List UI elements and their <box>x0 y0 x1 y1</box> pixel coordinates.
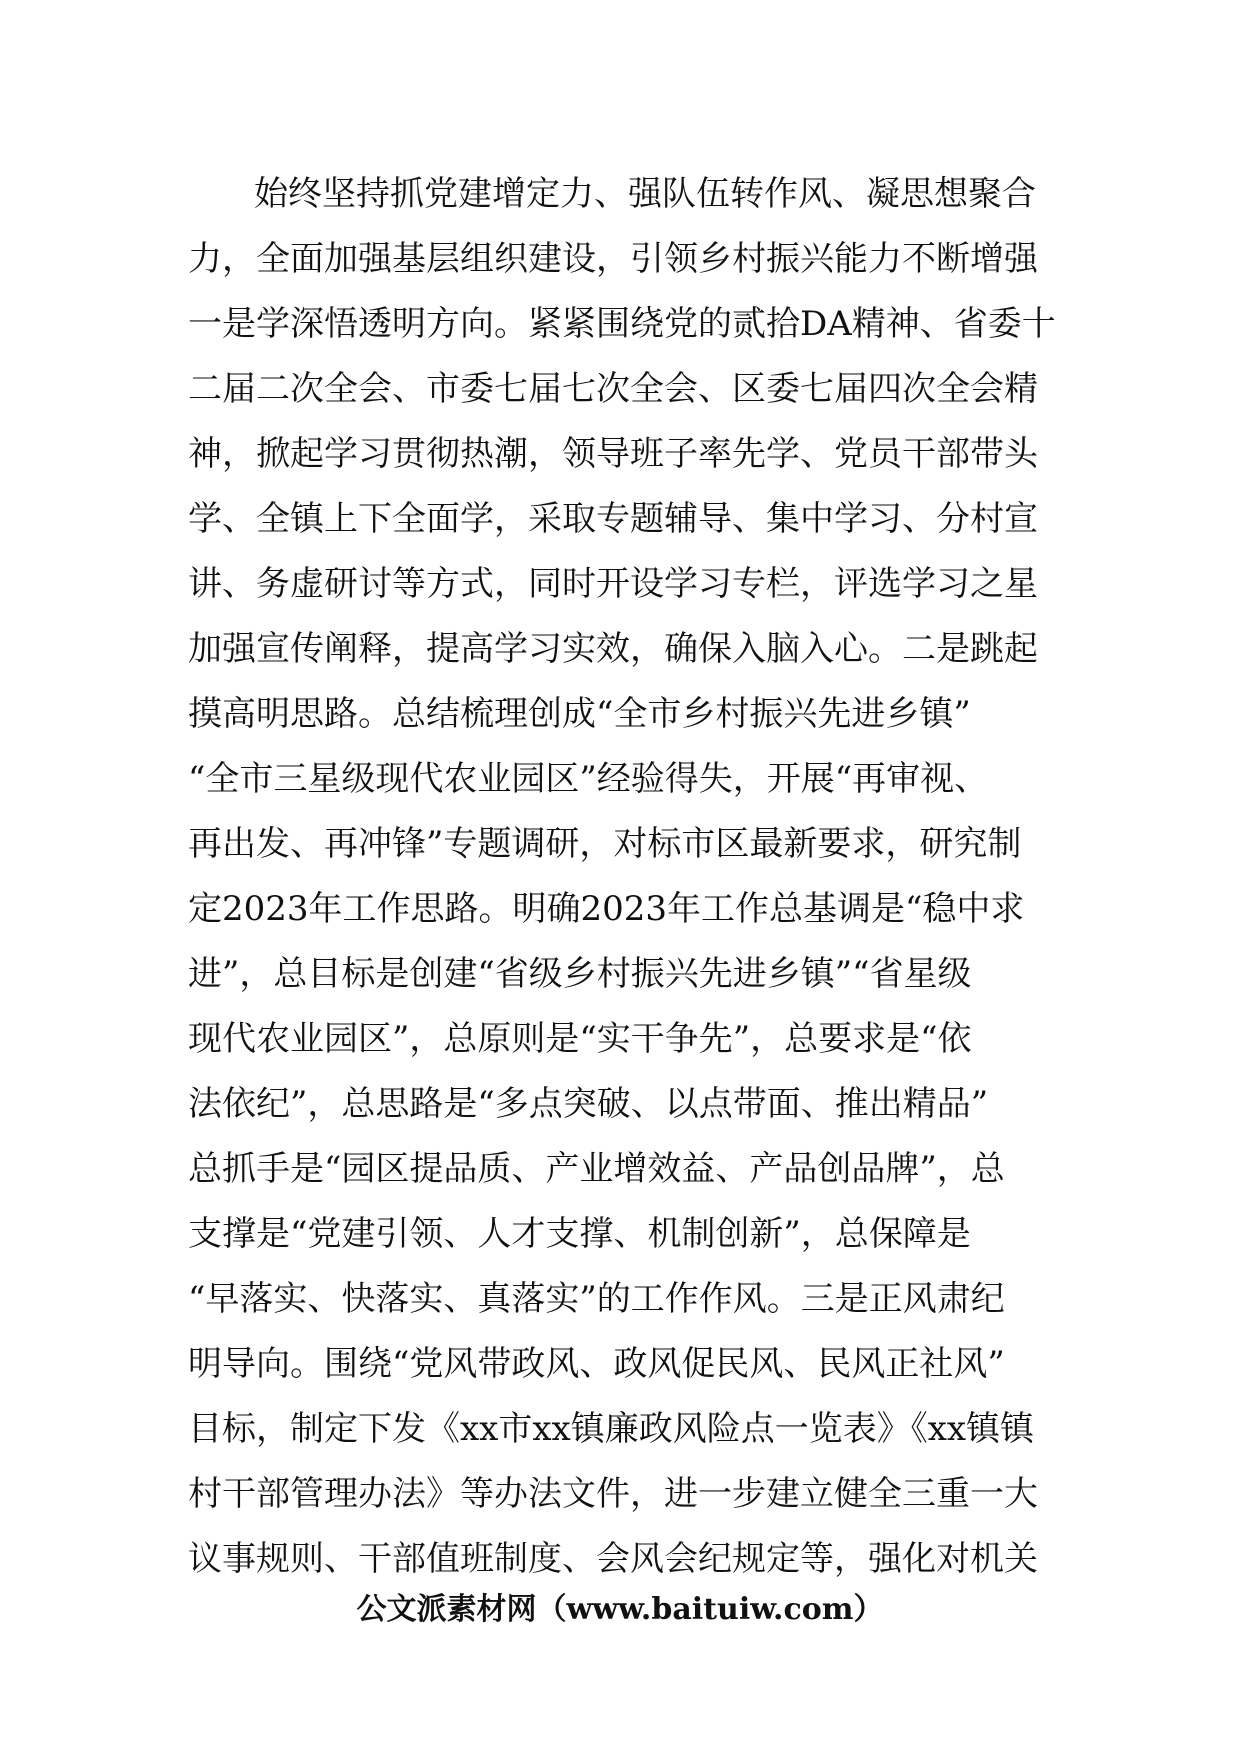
text-line: 议事规则、干部值班制度、会风会纪规定等，强化对机关 <box>188 1539 1038 1579</box>
text-line: 力，全面加强基层组织建设，引领乡村振兴能力不断增强 <box>188 239 1038 279</box>
text-line: 法依纪”，总思路是“多点突破、以点带面、推出精品” <box>188 1084 989 1124</box>
text-line: 摸高明思路。总结梳理创成“全市乡村振兴先进乡镇” <box>188 694 971 734</box>
text-line: “早落实、快落实、真落实”的工作作风。三是正风肃纪 <box>188 1279 1005 1319</box>
text-line: 进”，总目标是创建“省级乡村振兴先进乡镇”“省星级 <box>188 954 972 994</box>
text-line: 讲、务虚研讨等方式，同时开设学习专栏，评选学习之星 <box>188 564 1038 604</box>
footer-watermark: 公文派素材网（www.baituiw.com） <box>356 1592 884 1627</box>
text-line: 总抓手是“园区提品质、产业增效益、产品创品牌”，总 <box>188 1149 1005 1189</box>
text-line: 目标，制定下发《xx市xx镇廉政风险点一览表》《xx镇镇 <box>188 1409 1035 1449</box>
text-line: “全市三星级现代农业园区”经验得失，开展“再审视、 <box>188 759 989 799</box>
text-line: 学、全镇上下全面学，采取专题辅导、集中学习、分村宣 <box>188 499 1038 539</box>
text-line: 现代农业园区”，总原则是“实干争先”，总要求是“依 <box>188 1019 972 1059</box>
text-line: 明导向。围绕“党风带政风、政风促民风、民风正社风” <box>188 1344 1005 1384</box>
text-line: 神，掀起学习贯彻热潮，领导班子率先学、党员干部带头 <box>188 434 1038 474</box>
text-line: 村干部管理办法》等办法文件，进一步建立健全三重一大 <box>188 1474 1038 1514</box>
text-line: 始终坚持抓党建增定力、强队伍转作风、凝思想聚合 <box>254 174 1036 214</box>
text-line: 支撑是“党建引领、人才支撑、机制创新”，总保障是 <box>188 1214 971 1254</box>
text-line: 再出发、再冲锋”专题调研，对标市区最新要求，研究制 <box>188 824 1022 864</box>
text-line: 一是学深悟透明方向。紧紧围绕党的贰拾DA精神、省委十 <box>188 304 1056 344</box>
text-line: 加强宣传阐释，提高学习实效，确保入脑入心。二是跳起 <box>188 629 1038 669</box>
text-line: 二届二次全会、市委七届七次全会、区委七届四次全会精 <box>188 369 1038 409</box>
text-line: 定2023年工作思路。明确2023年工作总基调是“稳中求 <box>188 889 1025 929</box>
body-paragraph <box>188 162 1058 1592</box>
